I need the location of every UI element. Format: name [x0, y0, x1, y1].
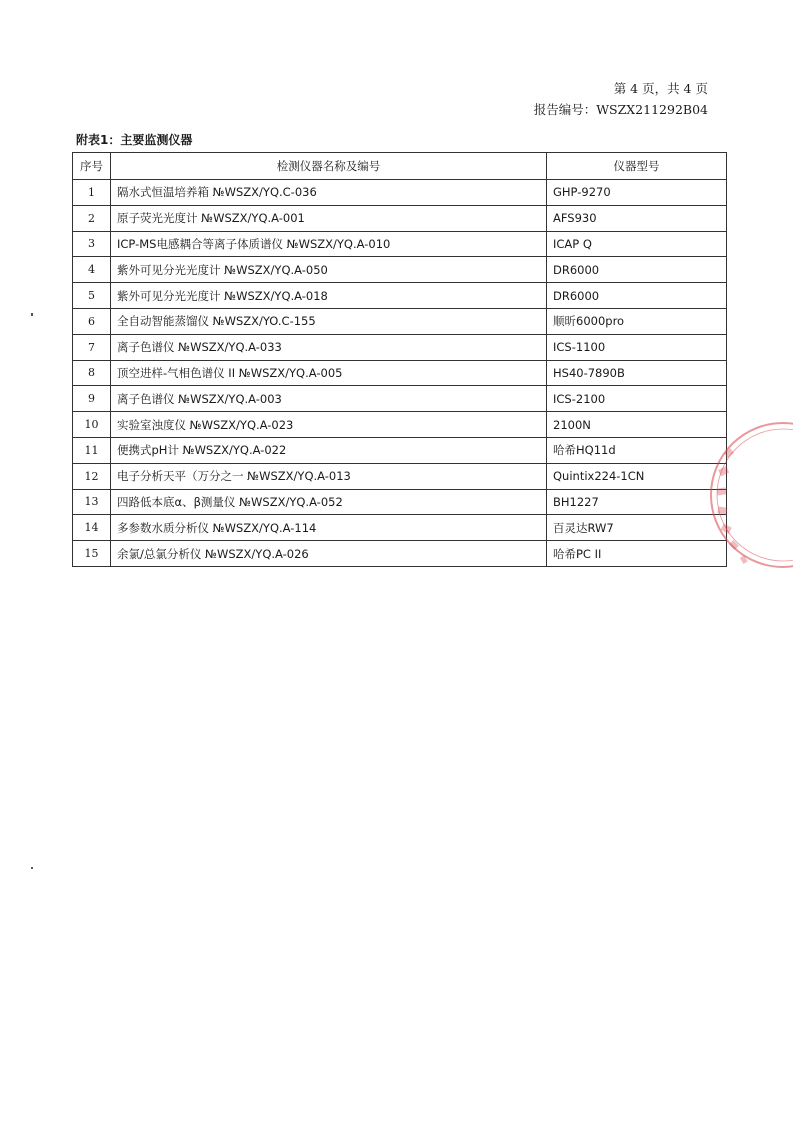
cell-model: ICS-2100: [547, 386, 727, 412]
cell-no: 13: [73, 489, 111, 515]
scan-speck: [31, 313, 33, 316]
cell-name: 原子荧光光度计 №WSZX/YQ.A-001: [111, 205, 547, 231]
instruments-table: [72, 152, 727, 567]
cell-model: Quintix224-1CN: [547, 463, 727, 489]
table-row: [73, 334, 727, 360]
header-model: 仪器型号: [547, 153, 727, 180]
cell-model: BH1227: [547, 489, 727, 515]
cell-no: 3: [73, 231, 111, 257]
table-row: [73, 515, 727, 541]
cell-name: 顶空进样-气相色谱仪 II №WSZX/YQ.A-005: [111, 360, 547, 386]
cell-no: 2: [73, 205, 111, 231]
cell-no: 8: [73, 360, 111, 386]
table-row: [73, 308, 727, 334]
cell-name: 紫外可见分光光度计 №WSZX/YQ.A-018: [111, 283, 547, 309]
table-row: [73, 180, 727, 206]
cell-no: 15: [73, 541, 111, 567]
cell-model: 百灵达RW7: [547, 515, 727, 541]
table-row: [73, 489, 727, 515]
cell-model: 哈希HQ11d: [547, 437, 727, 463]
cell-name: 离子色谱仪 №WSZX/YQ.A-003: [111, 386, 547, 412]
table-header-row: [73, 153, 727, 180]
table-row: [73, 205, 727, 231]
cell-name: 四路低本底α、β测量仪 №WSZX/YQ.A-052: [111, 489, 547, 515]
table-row: [73, 463, 727, 489]
cell-name: 余氯/总氯分析仪 №WSZX/YQ.A-026: [111, 541, 547, 567]
table-row: [73, 257, 727, 283]
cell-no: 12: [73, 463, 111, 489]
table-row: [73, 412, 727, 438]
table-row: [73, 437, 727, 463]
cell-model: ICS-1100: [547, 334, 727, 360]
cell-name: 全自动智能蒸馏仪 №WSZX/YO.C-155: [111, 308, 547, 334]
cell-model: 2100N: [547, 412, 727, 438]
cell-model: AFS930: [547, 205, 727, 231]
cell-model: DR6000: [547, 257, 727, 283]
table-row: [73, 231, 727, 257]
cell-no: 7: [73, 334, 111, 360]
page-info: 第 4 页，共 4 页: [613, 81, 708, 96]
table-row: [73, 360, 727, 386]
page-header: [534, 78, 708, 120]
cell-name: 隔水式恒温培养箱 №WSZX/YQ.C-036: [111, 180, 547, 206]
cell-name: 离子色谱仪 №WSZX/YQ.A-033: [111, 334, 547, 360]
cell-no: 1: [73, 180, 111, 206]
cell-model: 顺昕6000pro: [547, 308, 727, 334]
cell-no: 5: [73, 283, 111, 309]
cell-model: DR6000: [547, 283, 727, 309]
cell-name: 多参数水质分析仪 №WSZX/YQ.A-114: [111, 515, 547, 541]
header-name: 检测仪器名称及编号: [111, 153, 547, 180]
report-number: 报告编号：WSZX211292B04: [533, 102, 708, 117]
cell-name: 紫外可见分光光度计 №WSZX/YQ.A-050: [111, 257, 547, 283]
cell-no: 14: [73, 515, 111, 541]
table-row: [73, 283, 727, 309]
cell-name: 电子分析天平（万分之一 №WSZX/YQ.A-013: [111, 463, 547, 489]
table-row: [73, 541, 727, 567]
cell-no: 6: [73, 308, 111, 334]
cell-no: 4: [73, 257, 111, 283]
cell-no: 9: [73, 386, 111, 412]
table-row: [73, 386, 727, 412]
cell-name: ICP-MS电感耦合等离子体质谱仪 №WSZX/YQ.A-010: [111, 231, 547, 257]
section-title: 附表1：主要监测仪器: [76, 133, 193, 147]
cell-name: 便携式pH计 №WSZX/YQ.A-022: [111, 437, 547, 463]
cell-model: HS40-7890B: [547, 360, 727, 386]
cell-no: 10: [73, 412, 111, 438]
cell-model: 哈希PC II: [547, 541, 727, 567]
cell-no: 11: [73, 437, 111, 463]
header-no: 序号: [73, 153, 111, 180]
cell-name: 实验室浊度仪 №WSZX/YQ.A-023: [111, 412, 547, 438]
cell-model: ICAP Q: [547, 231, 727, 257]
cell-model: GHP-9270: [547, 180, 727, 206]
scan-speck: [31, 867, 33, 869]
